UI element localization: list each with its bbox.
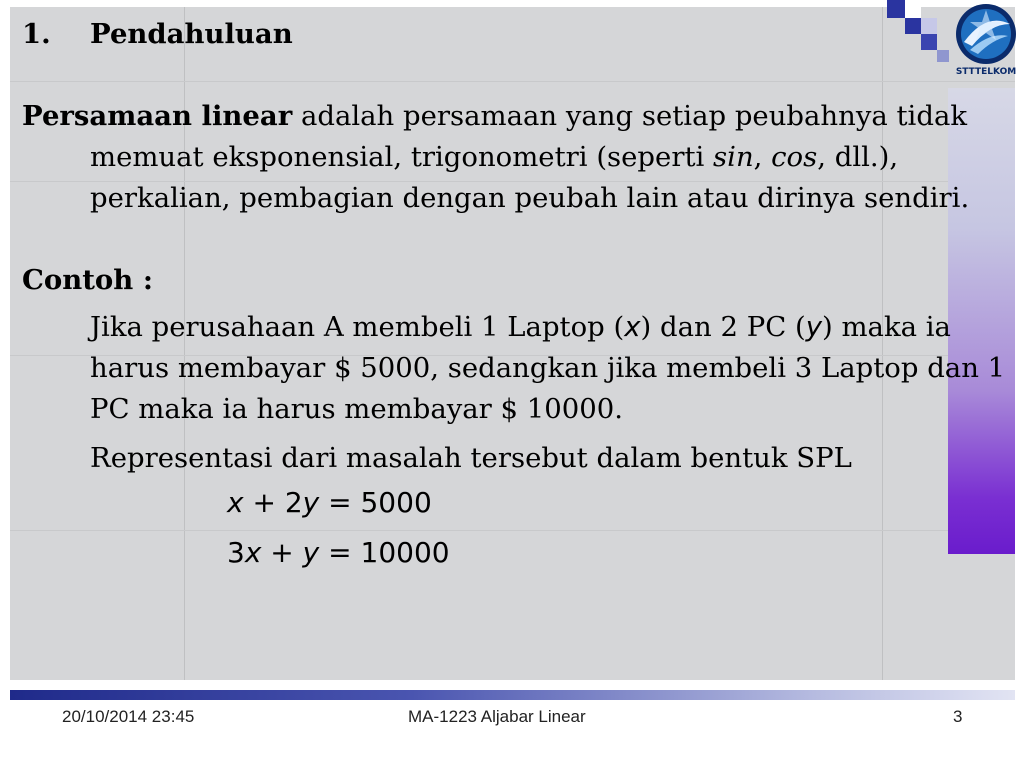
eq2-mid: + <box>261 536 303 569</box>
definition-cos: cos <box>771 141 818 173</box>
heading-title: Pendahuluan <box>90 18 293 50</box>
eq2-pre: 3 <box>227 536 245 569</box>
section-heading <box>22 14 1012 55</box>
definition-text: adalah persamaan yang setiap peubahnya tidak memuat eksponensial, trigonometri (seperti <box>90 100 968 173</box>
heading-number: 1. <box>22 18 51 50</box>
example-paragraph <box>22 307 1012 430</box>
eq1-x: x <box>227 486 244 519</box>
equation-1 <box>22 479 1012 527</box>
representation-text: Representasi dari masalah tersebut dalam bentuk SPL <box>90 442 852 474</box>
footer-gradient-bar <box>10 690 1015 700</box>
definition-sin: sin <box>713 141 754 173</box>
definition-text-end: , dll.), perkalian, pembagian dengan peubah lain atau dirinya sendiri. <box>90 141 970 214</box>
slide-content <box>22 14 1012 577</box>
footer-date: 20/10/2014 23:45 <box>62 707 195 726</box>
example-var-y: y <box>805 311 822 343</box>
eq2-y: y <box>302 536 320 569</box>
example-label: Contoh : <box>22 264 153 296</box>
eq1-y: y <box>302 486 320 519</box>
eq2-rhs: = 10000 <box>319 536 450 569</box>
eq2-x: x <box>244 536 262 569</box>
definition-comma: , <box>753 141 772 173</box>
eq1-rhs: = 5000 <box>319 486 432 519</box>
example-text-end: ) maka ia harus membayar $ 5000, sedangkan jika membeli 3 Laptop dan 1 PC maka ia harus membayar $ 10000. <box>90 311 1006 425</box>
definition-paragraph <box>22 96 1012 219</box>
example-text: Jika perusahaan A membeli 1 Laptop ( <box>90 311 625 343</box>
equation-2 <box>22 529 1012 577</box>
eq1-mid: + 2 <box>243 486 303 519</box>
footer-course: MA-1223 Aljabar Linear <box>408 707 586 726</box>
example-text-mid: ) dan 2 PC ( <box>640 311 806 343</box>
definition-term: Persamaan linear <box>22 100 293 132</box>
svg-text:STTTELKOM: STTTELKOM <box>955 67 1017 77</box>
example-var-x: x <box>624 311 641 343</box>
footer-page-number: 3 <box>953 707 963 726</box>
